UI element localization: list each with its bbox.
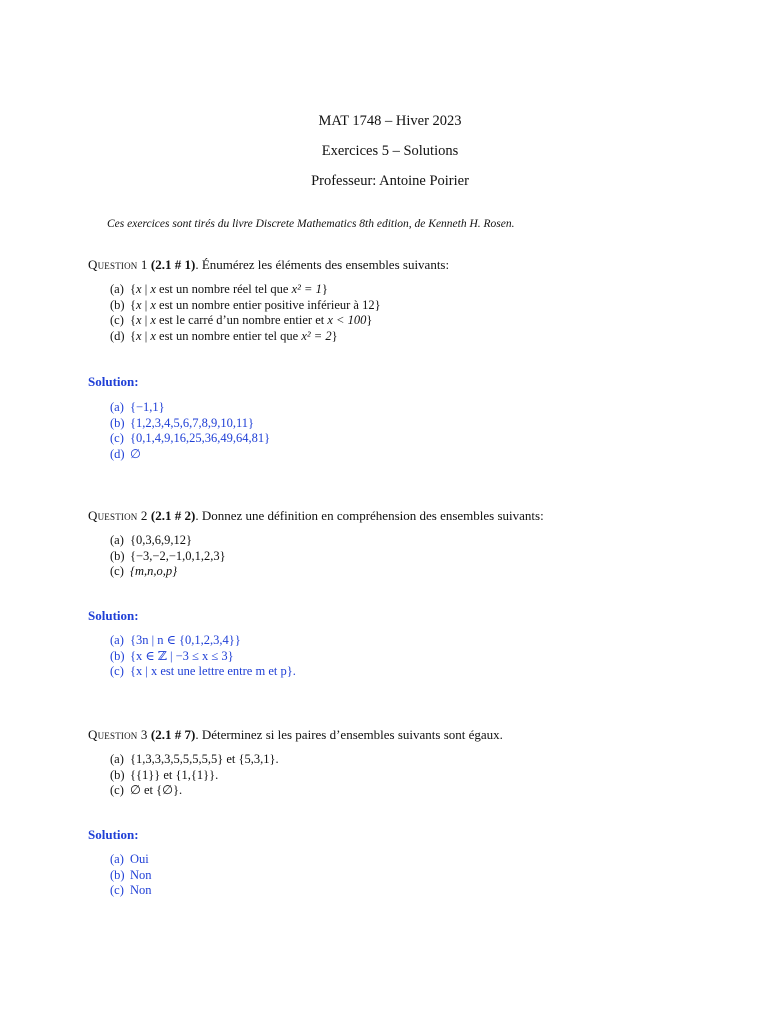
question-1-heading	[88, 257, 449, 273]
question-1-list	[110, 282, 381, 344]
list-item: (a) {1,3,3,3,5,5,5,5,5} et {5,3,1}.	[110, 752, 279, 766]
list-item: (b) {x ∈ ℤ | −3 ≤ x ≤ 3}	[110, 648, 234, 663]
question-3-solutions	[110, 852, 152, 899]
list-item: (c) {x | x est le carré d’un nombre entier et x < 100}	[110, 313, 373, 327]
question-1-solutions	[110, 400, 270, 462]
question-3-heading	[88, 727, 503, 743]
question-3-ref: (2.1 # 7)	[150, 727, 196, 742]
list-item: (a) {x | x est un nombre réel tel que x² = 1}	[110, 282, 328, 296]
question-2-solutions	[110, 633, 296, 680]
list-item: (a) Oui	[110, 852, 149, 866]
list-item: (c) Non	[110, 883, 152, 897]
question-2-label: Question 2	[88, 508, 148, 523]
question-3-text: . Déterminez si les paires d’ensembles suivants sont égaux.	[195, 727, 503, 742]
question-2-text: . Donnez une définition en compréhension des ensembles suivants:	[195, 508, 544, 523]
question-1-label: Question 1	[88, 257, 148, 272]
question-2-list	[110, 533, 226, 580]
list-item: (b) {1,2,3,4,5,6,7,8,9,10,11}	[110, 415, 255, 430]
list-item: (c) {m,n,o,p}	[110, 564, 178, 578]
question-1-ref: (2.1 # 1)	[150, 257, 196, 272]
list-item: (b) Non	[110, 867, 152, 882]
question-2-heading	[88, 508, 544, 524]
list-item: (c) {x | x est une lettre entre m et p}.	[110, 664, 296, 678]
list-item: (b) {{1}} et {1,{1}}.	[110, 767, 219, 782]
list-item: (a) {0,3,6,9,12}	[110, 533, 192, 547]
question-2-solution-label: Solution:	[88, 608, 139, 623]
question-3-list	[110, 752, 279, 799]
list-item: (c) ∅ et {∅}.	[110, 783, 183, 797]
intro-note: Ces exercices sont tirés du livre Discrete Mathematics 8th edition, de Kenneth H. Rosen.	[107, 218, 515, 230]
document-subtitle: Exercices 5 – Solutions	[321, 143, 459, 159]
list-item: (d) ∅	[110, 446, 141, 461]
list-item: (c) {0,1,4,9,16,25,36,49,64,81}	[110, 431, 271, 445]
question-2-ref: (2.1 # 2)	[150, 508, 196, 523]
list-item: (a) {3n | n ∈ {0,1,2,3,4}}	[110, 633, 241, 647]
question-3-solution-label: Solution:	[88, 827, 139, 842]
list-item: (b) {x | x est un nombre entier positive inférieur à 12}	[110, 297, 381, 312]
list-item: (a) {−1,1}	[110, 400, 165, 414]
list-item: (b) {−3,−2,−1,0,1,2,3}	[110, 548, 226, 563]
document-professor: Professeur: Antoine Poirier	[311, 173, 469, 189]
question-1-text: . Énumérez les éléments des ensembles suivants:	[195, 257, 450, 272]
question-1-solution-label: Solution:	[88, 374, 139, 389]
document-title: MAT 1748 – Hiver 2023	[318, 113, 462, 129]
question-3-label: Question 3	[88, 727, 148, 742]
list-item: (d) {x | x est un nombre entier tel que x² = 2}	[110, 328, 338, 343]
